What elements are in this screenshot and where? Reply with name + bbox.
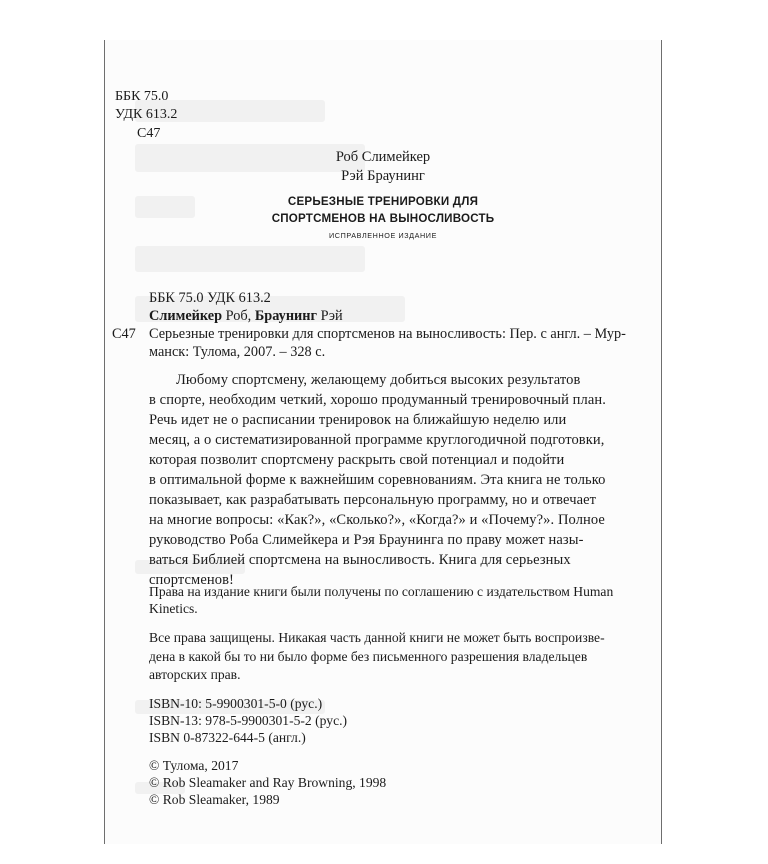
annotation-line: на многие вопросы: «Как?», «Сколько?», «Когда?» и «Почему?». Полное [149,512,605,528]
reserved-line: авторских прав. [149,667,241,682]
bbk-code: ББК 75.0 [115,89,169,104]
catalog-description: Серьезные тренировки для спортсменов на выносливость: Пер. с англ. – Мур- [149,326,626,342]
isbn-line: ISBN-13: 978-5-9900301-5-2 (рус.) [149,713,348,728]
rights-line: Kinetics. [149,601,198,616]
author-given-name: Рэй [317,308,343,324]
book-page [104,40,662,844]
copyright-line: © Rob Sleamaker and Ray Browning, 1998 [149,775,387,790]
reserved-line: Все права защищены. Никакая часть данной книги не может быть воспроизве- [149,630,605,645]
isbn-line: ISBN 0-87322-644-5 (англ.) [149,730,306,745]
copyright-line: © Rob Sleamaker, 1989 [149,792,280,807]
annotation-line: Речь идет не о расписании тренировок на ближайшую неделю или [149,412,567,428]
author-given-name: Роб, [222,308,255,324]
catalog-description: манск: Тулома, 2007. – 328 с. [149,344,326,360]
catalog-authors [149,308,343,325]
annotation-line: в оптимальной форме к важнейшим соревнованиям. Эта книга не только [149,472,606,488]
show-through-mark [135,246,365,272]
catalog-mark: С47 [112,326,136,342]
author-mark: С47 [137,126,161,141]
author-name: Рэй Браунинг [341,168,425,184]
rights-line: Права на издание книги были получены по соглашению с издательством Human [149,584,614,599]
annotation-line: которая позволит спортсмену раскрыть свой потенциал и подойти [149,452,565,468]
copyright-line: © Тулома, 2017 [149,758,239,773]
annotation-line: показывает, как разрабатывать персональную программу, но и отвечает [149,492,597,508]
author-surname: Слимейкер [149,308,223,324]
catalog-codes: ББК 75.0 УДК 613.2 [149,290,271,306]
author-surname: Браунинг [254,308,318,324]
udk-code: УДК 613.2 [115,107,178,122]
annotation-line: спортсменов! [149,572,234,588]
edition-label: ИСПРАВЛЕННОЕ ИЗДАНИЕ [329,231,437,240]
annotation-line: Любому спортсмену, желающему добиться высоких результатов [176,372,581,388]
isbn-line: ISBN-10: 5-9900301-5-0 (рус.) [149,696,323,711]
annotation-line: ваться Библией спортсмена на выносливость. Книга для серьезных [149,552,571,568]
reserved-line: дена в какой бы то ни было форме без письменного разрешения владельцев [149,649,588,664]
annotation-line: руководство Роба Слимейкера и Рэя Браунинга по праву может назы- [149,532,584,548]
book-title-line: СПОРТСМЕНОВ НА ВЫНОСЛИВОСТЬ [271,212,495,225]
author-name: Роб Слимейкер [335,149,431,165]
annotation-line: в спорте, необходим четкий, хорошо продуманный тренировочный план. [149,392,606,408]
book-title-line: СЕРЬЕЗНЫЕ ТРЕНИРОВКИ ДЛЯ [287,195,479,208]
annotation-line: месяц, а о систематизированной программе круглогодичной подготовки, [149,432,605,448]
